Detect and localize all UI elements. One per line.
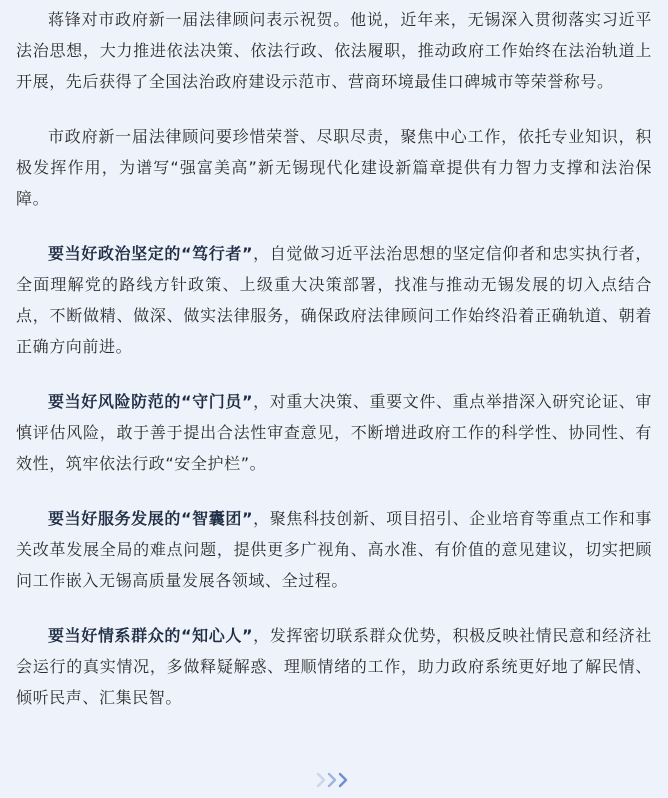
paragraph-text: ，发挥密切联系群众优势，积极反映社情民意和经济社会运行的真实情况，多做释疑解惑、理顺情绪的工作，助力政府系统更好地了解民情、倾听民声、汇集民智。 [16,626,652,707]
paragraph-lead: 要当好风险防范的“守门员” [48,392,254,411]
paragraph-1 [16,4,652,97]
paragraph-lead: 要当好政治坚定的“笃行者” [48,244,254,263]
paragraph-text: ，聚焦科技创新、项目招引、企业培育等重点工作和事关改革发展全局的难点问题，提供更多广视角、高水准、有价值的意见建议，切实把顾问工作嵌入无锡高质量发展各领域、全过程。 [16,509,652,590]
paragraph-4 [16,386,652,479]
paragraph-text: ，自觉做习近平法治思想的坚定信仰者和忠实执行者，全面理解党的路线方针政策、上级重大决策部署，找准与推动无锡发展的切入点结合点，不断做精、做深、做实法律服务，确保政府法律顾问工作始终沿着正确轨道、朝着正确方向前进。 [16,244,652,356]
paragraph-2 [16,121,652,214]
paragraph-text: 市政府新一届法律顾问要珍惜荣誉、尽职尽责，聚焦中心工作，依托专业知识，积极发挥作用，为谱写“强富美高”新无锡现代化建设新篇章提供有力智力支撑和法治保障。 [16,127,652,208]
paragraph-5 [16,503,652,596]
paragraph-lead: 要当好情系群众的“知心人” [48,626,254,645]
paragraph-lead: 要当好服务发展的“智囊团” [48,509,254,528]
article-body [6,0,662,798]
paragraph-3 [16,238,652,362]
more-indicator [0,770,668,792]
paragraph-6 [16,620,652,713]
triple-chevron-right-icon [312,770,356,790]
paragraph-text: ，对重大决策、重要文件、重点举措深入研究论证、审慎评估风险，敢于善于提出合法性审查意见，不断增进政府工作的科学性、协同性、有效性，筑牢依法行政“安全护栏”。 [16,392,652,473]
paragraph-text: 蒋锋对市政府新一届法律顾问表示祝贺。他说，近年来，无锡深入贯彻落实习近平法治思想，大力推进依法决策、依法行政、依法履职，推动政府工作始终在法治轨道上开展，先后获得了全国法治政府建设示范市、营商环境最佳口碑城市等荣誉称号。 [16,10,652,91]
